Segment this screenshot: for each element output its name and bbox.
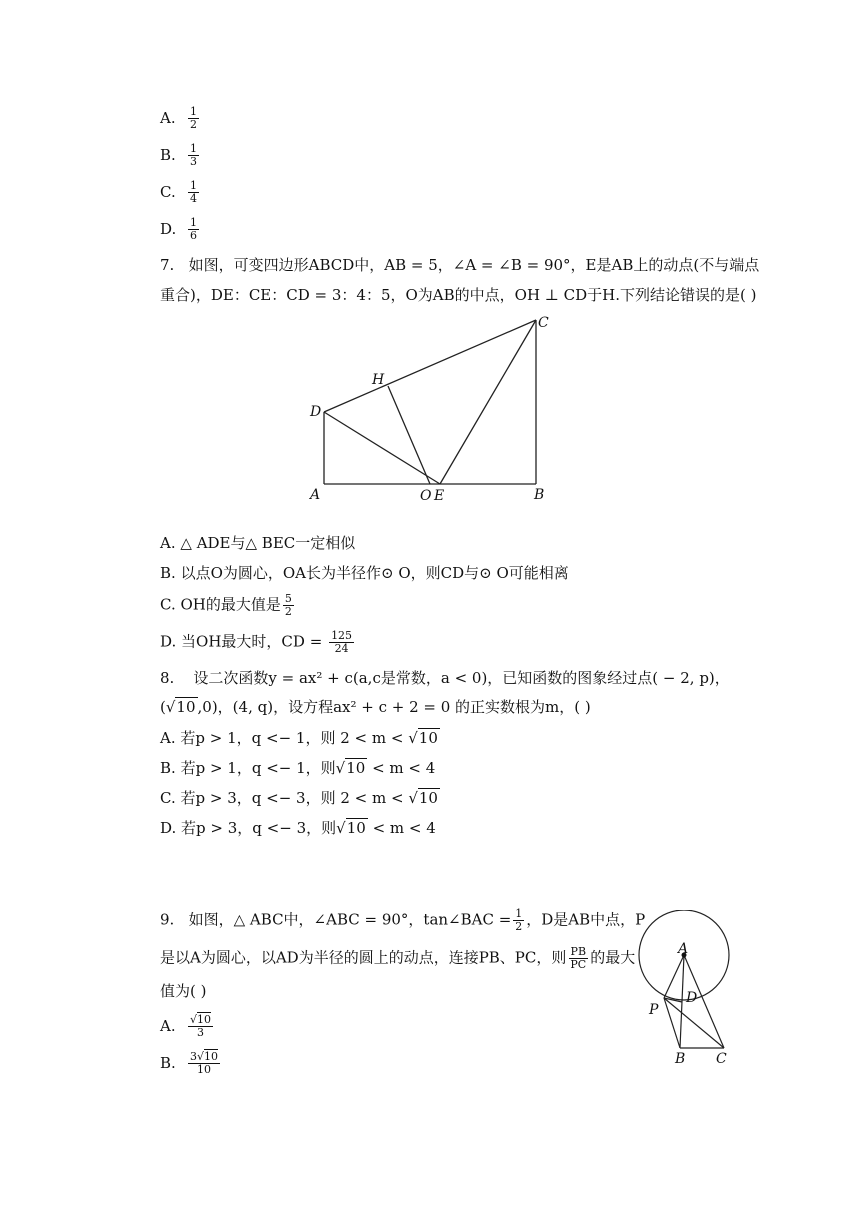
label-d: D [686, 990, 698, 1006]
sqrt: √10 [165, 698, 196, 716]
segment-oh [388, 386, 430, 484]
label-o: O [420, 488, 432, 504]
q8-option-d: D. 若p > 3，q <− 3，则√10 < m < 4 [160, 819, 436, 837]
option-label: B. [160, 759, 176, 777]
q9-figure [630, 910, 750, 1070]
q8-option-a: A. 若p > 1，q <− 1，则 2 < m < √10 [160, 729, 438, 747]
q8-option-b: B. 若p > 1，q <− 1，则√10 < m < 4 [160, 759, 436, 777]
q7-option-d [160, 630, 356, 655]
label-c: C [538, 315, 549, 331]
segment-dc [324, 320, 536, 412]
q6-option-a [160, 106, 201, 131]
q9-option-a [160, 1014, 215, 1039]
q8-option-c: C. 若p > 3，q <− 3，则 2 < m < √10 [160, 789, 438, 807]
q9-stem-line1: 9. 如图，△ ABC中，∠ABC = 90°，tan∠BAC = $\frac{1}{2}$ ，D是AB中点，P [160, 907, 646, 933]
option-label: B. [160, 564, 176, 582]
label-c: C [716, 1051, 727, 1067]
sqrt: √10 [408, 789, 438, 807]
fraction: $\frac{1}{3}$ [190, 142, 197, 168]
fraction: $\frac{5}{2}$ [284, 592, 292, 618]
question-number: 9. [160, 910, 175, 929]
q9-stem-line3: 值为( ) [160, 982, 207, 1000]
q6-option-b [160, 143, 201, 168]
q6-option-d [160, 217, 201, 242]
sqrt: √10 [335, 759, 366, 777]
option-text: 当OH最大时，CD = [181, 632, 323, 651]
fraction: $\frac{1}{4}$ [190, 179, 197, 205]
option-label: B. [160, 145, 176, 164]
q7-stem-line2: 重合)，DE：CE：CD = 3：4：5，O为AB的中点，OH ⊥ CD于H.下列结论错误的是( ) [160, 286, 757, 304]
fraction: $\frac{3√10}{10}$ [190, 1050, 219, 1076]
segment-pb [664, 998, 680, 1048]
option-text: △ ADE与△ BEC一定相似 [180, 534, 356, 552]
label-h: H [372, 372, 385, 388]
q7-option-c [160, 593, 296, 618]
stem-text: 如图，可变四边形ABCD中，AB = 5，∠A = ∠B = 90°，E是AB上的动点(不与端点 [188, 256, 760, 274]
sqrt: √10 [336, 819, 366, 837]
q6-option-c [160, 180, 201, 205]
label-a: A [678, 941, 689, 957]
label-d: D [310, 404, 322, 420]
label-b: B [534, 487, 545, 503]
option-label: A. [160, 534, 176, 552]
fraction: $\frac{1}{6}$ [190, 216, 197, 242]
fraction: $\frac{1}{2}$ [515, 907, 523, 933]
option-label: C. [160, 182, 176, 201]
option-label: A. [160, 108, 176, 127]
fraction: $\frac{125}{24}$ [331, 629, 353, 655]
stem-text: 设二次函数y = ax² + c(a,c是常数，a < 0)，已知函数的图象经过点( − 2, p)， [193, 669, 730, 687]
label-e: E [434, 488, 445, 504]
segment-de [324, 412, 440, 484]
fraction: $\frac{√10}{3}$ [190, 1013, 212, 1039]
question-number: 7. [160, 256, 175, 274]
option-label: A. [160, 729, 176, 747]
q9-stem-line2: 是以A为圆心，以AD为半径的圆上的动点，连接PB、PC，则 $\frac{PB}{PC}$ 的最大 [160, 945, 636, 971]
fraction: $\frac{PB}{PC}$ [570, 945, 587, 971]
q7-option-a [160, 532, 355, 553]
option-label: C. [160, 789, 176, 807]
option-text: OH的最大值是 [180, 595, 281, 614]
q7-option-b [160, 562, 569, 583]
sqrt: √10 [408, 729, 438, 747]
option-text: 以点O为圆心，OA长为半径作⊙ O，则CD与⊙ O可能相离 [180, 564, 569, 582]
label-b: B [675, 1051, 686, 1067]
q7-figure [300, 310, 560, 510]
q7-stem-line1 [160, 255, 759, 275]
label-a: A [310, 487, 321, 503]
option-label: D. [160, 632, 177, 651]
segment-ec [440, 320, 536, 484]
option-label: B. [160, 1053, 176, 1072]
fraction: $\frac{1}{2}$ [190, 105, 197, 131]
option-label: C. [160, 595, 176, 614]
q8-stem-line2: (√10 ,0)，(4, q)，设方程ax² + c + 2 = 0 的正实数根为m，( ) [160, 698, 591, 716]
option-label: A. [160, 1016, 176, 1035]
option-label: D. [160, 219, 177, 238]
q9-option-b [160, 1051, 222, 1076]
label-p: P [649, 1002, 659, 1018]
option-label: D. [160, 819, 177, 837]
question-number: 8. [160, 669, 175, 687]
q8-stem-line1 [160, 668, 730, 688]
segment-pa [664, 955, 684, 998]
